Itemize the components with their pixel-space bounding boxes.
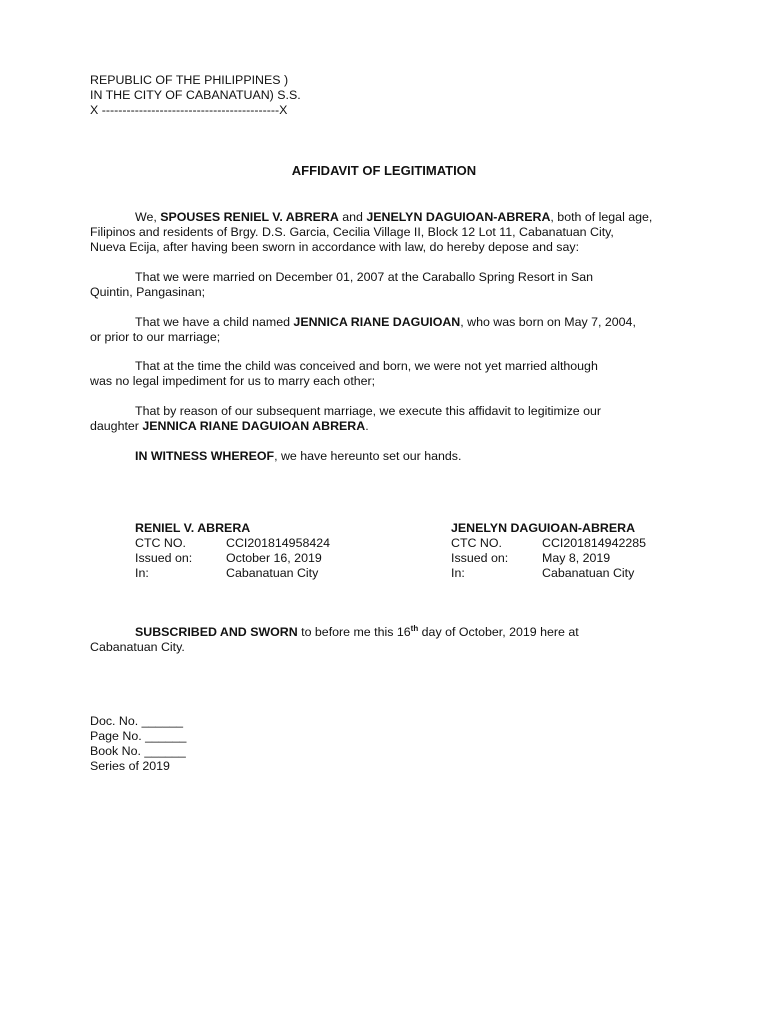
sworn-clause-line1 [135,625,579,640]
witness-bold: IN WITNESS WHEREOF [135,449,275,463]
in-label: In: [135,566,149,580]
header-city: IN THE CITY OF CABANATUAN) S.S. [90,88,301,102]
sworn-bold: SUBSCRIBED AND SWORN [135,625,298,639]
ctc-label: CTC NO. [451,536,502,550]
sworn-clause-line2: Cabanatuan City. [90,640,185,654]
witness-clause [135,449,461,464]
ctc-value: CCI201814942285 [542,536,647,550]
legitimized-child-name: JENNICA RIANE DAGUIOAN ABRERA [142,419,366,433]
issued-value: October 16, 2019 [226,551,322,565]
child-pre: That we have a child named [135,315,294,329]
issued-label: Issued on: [135,551,193,565]
notary-book-no: Book No. ______ [90,744,186,758]
paragraph-legitimize-line2 [90,419,369,434]
issued-value: May 8, 2019 [542,551,611,565]
ctc-label: CTC NO. [135,536,186,550]
in-value: Cabanatuan City [226,566,319,580]
signatory-name: RENIEL V. ABRERA [135,521,251,535]
paragraph-marriage-line2: Quintin, Pangasinan; [90,285,206,299]
paragraph-child-line2: or prior to our marriage; [90,330,221,344]
paragraph-intro-line2: Filipinos and residents of Brgy. D.S. Garcia, Cecilia Village II, Block 12 Lot 11, Cabanatuan City, [90,225,614,239]
signatory-name: JENELYN DAGUIOAN-ABRERA [451,521,636,535]
issued-label: Issued on: [451,551,509,565]
notary-page-no: Page No. ______ [90,729,187,743]
paragraph-intro-line1 [135,210,652,225]
paragraph-conceived-line2: was no legal impediment for us to marry each other; [90,374,376,388]
notary-doc-no: Doc. No. ______ [90,714,183,728]
intro-rest: , both of legal age, [550,210,653,224]
paragraph-marriage-line1: That we were married on December 01, 2007 at the Caraballo Spring Resort in San [135,270,594,284]
notary-series: Series of 2019 [90,759,170,773]
sworn-ordinal: th [410,623,419,633]
in-value: Cabanatuan City [542,566,635,580]
sworn-pre: to before me this 16 [297,625,411,639]
sworn-post: day of October, 2019 here at [418,625,579,639]
child-name: JENNICA RIANE DAGUIOAN [293,315,461,329]
intro-and: and [338,210,367,224]
intro-we: We, [135,210,161,224]
witness-rest: , we have hereunto set our hands. [274,449,462,463]
paragraph-child-line1 [135,315,636,330]
legitimize-pre: daughter [90,419,143,433]
in-label: In: [451,566,465,580]
paragraph-legitimize-line1: That by reason of our subsequent marriage, we execute this affidavit to legitimize our [135,404,602,418]
header-republic: REPUBLIC OF THE PHILIPPINES ) [90,73,289,87]
paragraph-intro-line3: Nueva Ecija, after having been sworn in accordance with law, do hereby depose and say: [90,240,580,254]
ctc-value: CCI201814958424 [226,536,331,550]
legitimize-post: . [365,419,369,433]
spouse-wife-name: JENELYN DAGUIOAN-ABRERA [366,210,551,224]
document-title: AFFIDAVIT OF LEGITIMATION [291,163,477,178]
paragraph-conceived-line1: That at the time the child was conceived and born, we were not yet married although [135,359,598,373]
child-post: , who was born on May 7, 2004, [460,315,636,329]
header-separator: X -------------------------------------------X [90,103,288,117]
spouse-husband-name: SPOUSES RENIEL V. ABRERA [160,210,339,224]
